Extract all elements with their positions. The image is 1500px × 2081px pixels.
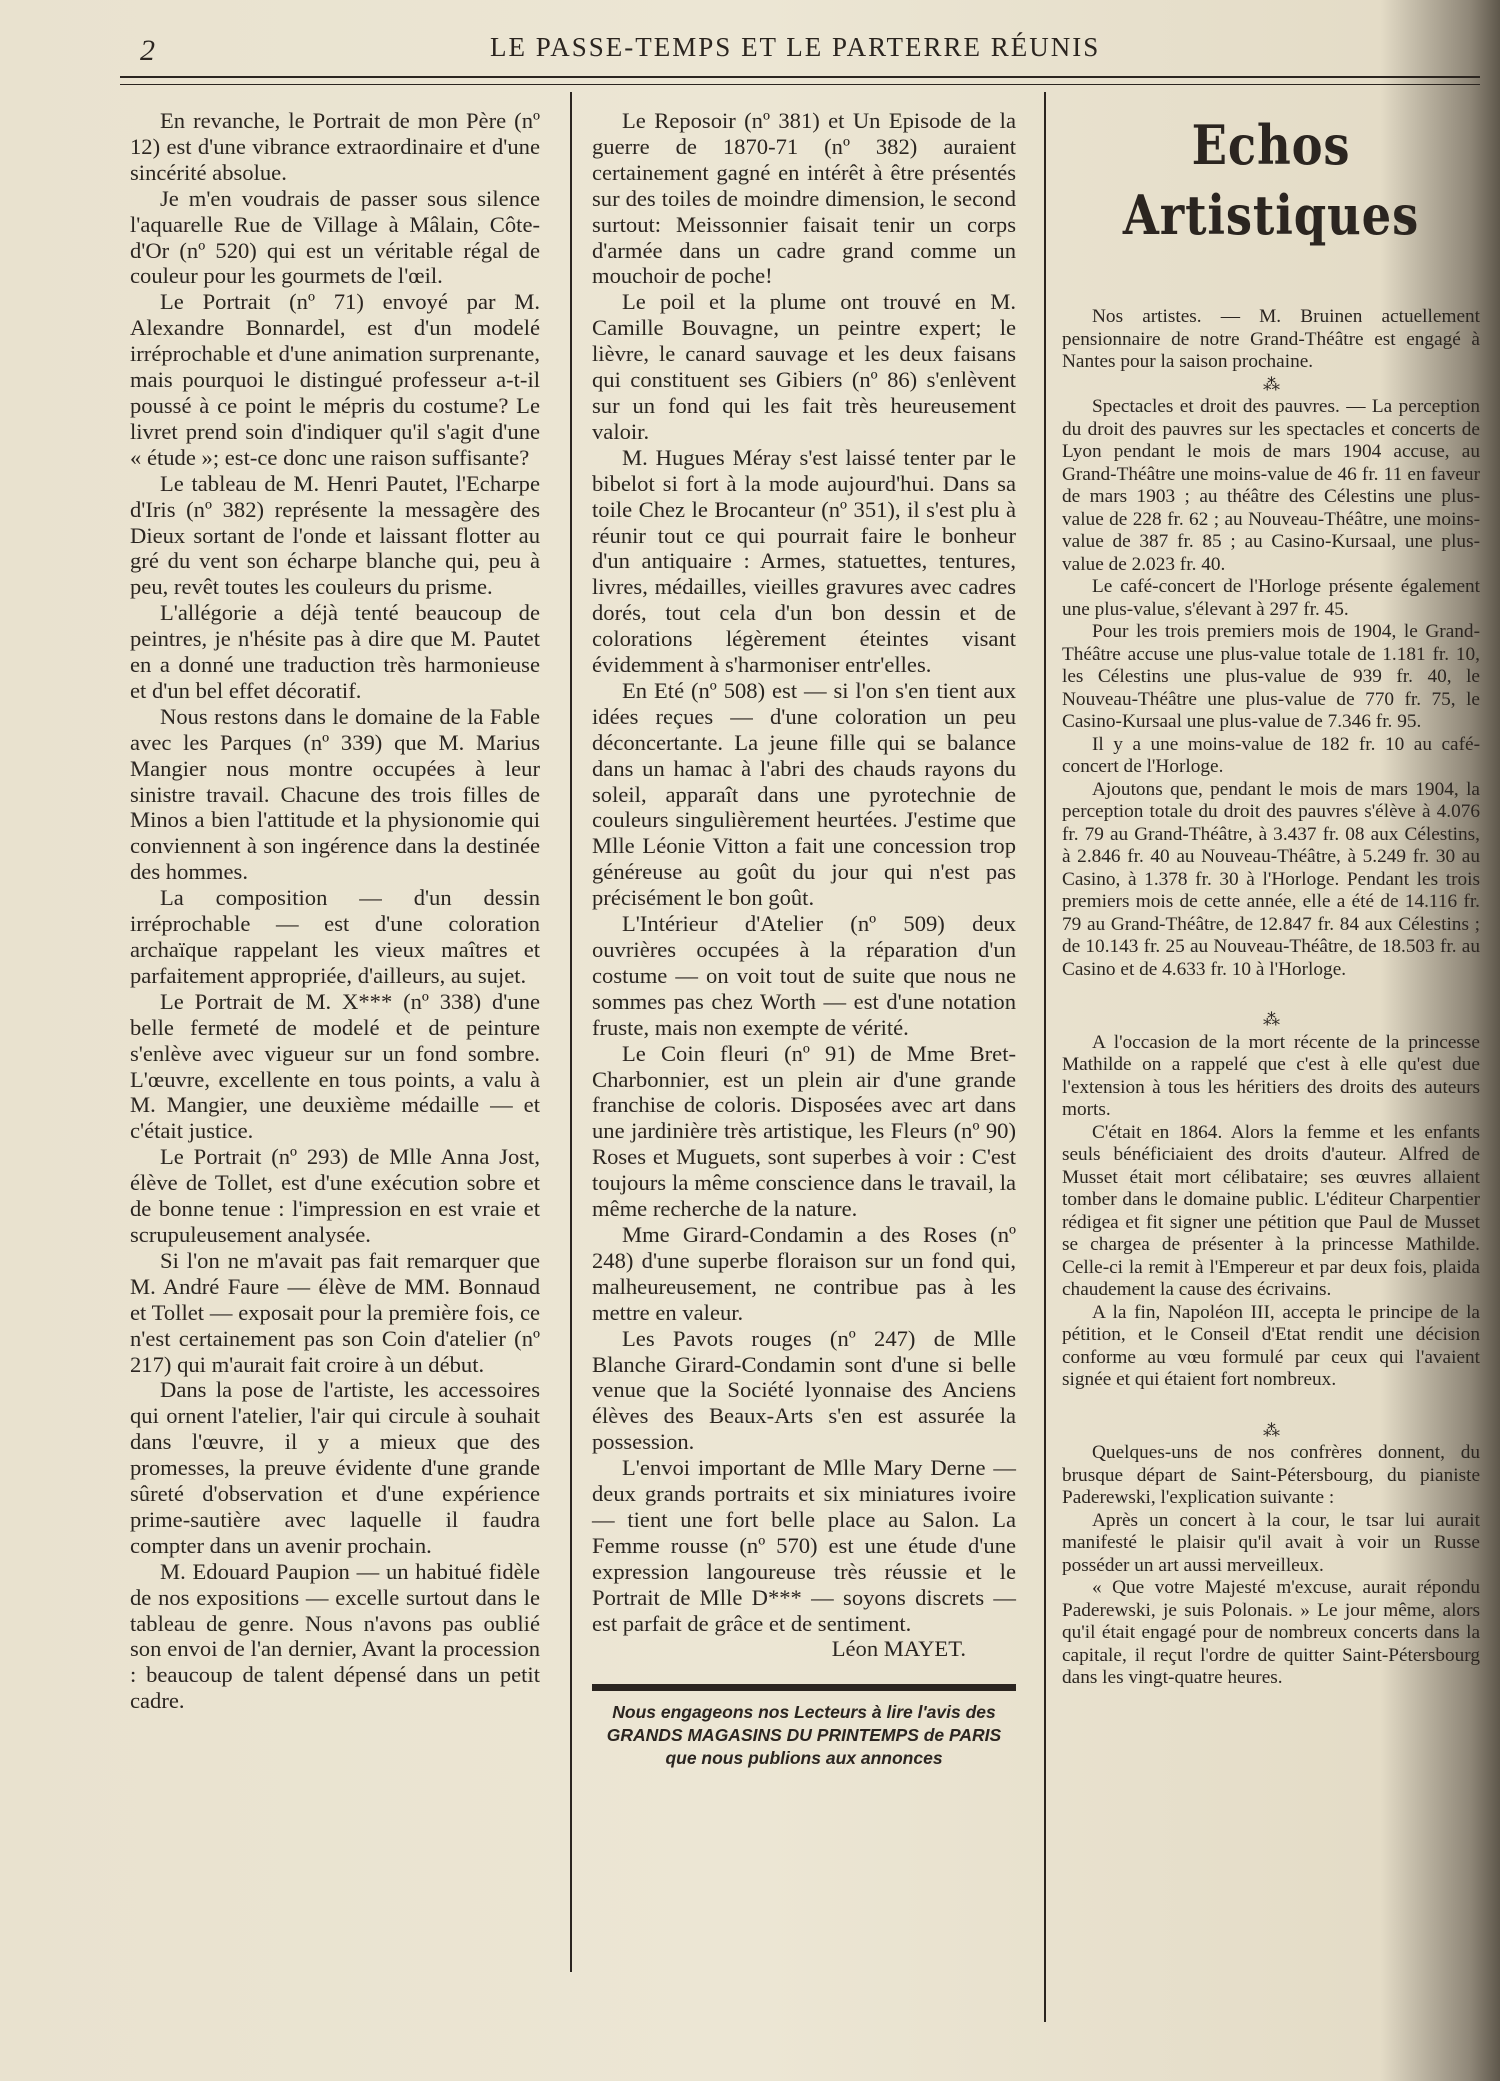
paragraph: Les Pavots rouges (nº 247) de Mlle Blanche Girard-Condamin sont d'une si belle venue que la Société lyonnaise des Anciens élèves des Beaux-Arts s'en est assurée la possession. [592, 1325, 1016, 1455]
column-2 [592, 108, 1016, 1770]
header-rule [120, 76, 1480, 78]
header-rule-thin [120, 84, 1480, 85]
paragraph: Le Portrait (nº 71) envoyé par M. Alexandre Bonnardel, est d'un modelé irréprochable et d'une animation surprenante, mais pourquoi le distingué professeur a-t-il poussé à ce point le mépris du costume? Le livret prend soin d'indiquer qu'il s'agit d'une « étude »; est-ce donc une raison suffisante? [130, 289, 540, 470]
column-1 [130, 108, 540, 1714]
column-3 [1062, 110, 1480, 1690]
paragraph: A la fin, Napoléon III, accepta le principe de la pétition, et le Conseil d'Etat rendit une décision conforme au vœu formulé par ceux qui l'avaient signée et qui étaient fort nombreux. [1062, 1301, 1480, 1390]
paragraph: Dans la pose de l'artiste, les accessoires qui ornent l'atelier, l'air qui circule à souhait dans l'œuvre, il y a mieux que des promesses, la preuve évidente d'une grande sûreté d'observation et d'une expérience prime-sautière avec laquelle il faudra compter dans un avenir prochain. [130, 1377, 540, 1558]
paragraph: Après un concert à la cour, le tsar lui aurait manifesté le plaisir qu'il avait à voir un Russe posséder un art aussi merveilleux. [1062, 1509, 1480, 1576]
paragraph: Mme Girard-Condamin a des Roses (nº 248) d'une superbe floraison sur un fond qui, malheureusement, ne contribue pas à les mettre en valeur. [592, 1221, 1016, 1325]
paragraph: Le tableau de M. Henri Pautet, l'Echarpe d'Iris (nº 382) représente la messagère des Dieux sortant de l'onde et laissant flotter au gré du vent son écharpe blanche qui, peu à peu, revêt toutes les couleurs du prisme. [130, 470, 540, 600]
paragraph: M. Edouard Paupion — un habitué fidèle de nos expositions — excelle surtout dans le tableau de genre. Nous n'avons pas oublié son envoi de l'an dernier, Avant la procession : beaucoup de talent dépensé dans un petit cadre. [130, 1558, 540, 1714]
page-number: 2 [140, 34, 155, 67]
paragraph: Nous restons dans le domaine de la Fable avec les Parques (nº 339) que M. Marius Mangier nous montre occupées à leur sinistre travail. Chacune des trois filles de Minos a bien l'attitude et la physionomie qui conviennent à son ingérence dans la destinée des hommes. [130, 703, 540, 885]
asterism-divider: ⁂ [1263, 1010, 1279, 1029]
asterism-divider: ⁂ [1263, 374, 1279, 394]
column-divider-1 [570, 92, 572, 1972]
paragraph: M. Hugues Méray s'est laissé tenter par le bibelot si fort à la mode aujourd'hui. Dans sa toile Chez le Brocanteur (nº 351), il s'est plu à réunir tout ce qui pourrait faire le bonheur d'un antiquaire : Armes, statuettes, tentures, livres, médailles, vieilles gravures avec cadres dorés, tout cela d'un bon dessin et de colorations légèrement éteintes visant évidemment à s'harmoniser entr'elles. [592, 444, 1016, 678]
paragraph: Le Reposoir (nº 381) et Un Episode de la guerre de 1870-71 (nº 382) auraient certainement gagné en intérêt à être présentés sur des toiles de moindre dimension, le second surtout: Meissonnier faisait tenir un corps d'armée dans un cadre grand comme un mouchoir de poche! [592, 108, 1016, 289]
paragraph: Pour les trois premiers mois de 1904, le Grand-Théâtre accuse une plus-value totale de 1.181 fr. 10, les Célestins une plus-value de 939 fr. 40, le Nouveau-Théâtre une plus-value de 770 fr. 75, le Casino-Kursaal une plus-value de 7.346 fr. 95. [1062, 621, 1480, 732]
paragraph: Je m'en voudrais de passer sous silence l'aquarelle Rue de Village à Mâlain, Côte-d'Or (nº 520) qui est un véritable régal de couleur pour les gourmets de l'œil. [130, 185, 540, 289]
paragraph: La composition — d'un dessin irréprochable — est d'une coloration archaïque rappelant les vieux maîtres et parfaitement appropriée, d'ailleurs, au sujet. [130, 885, 540, 988]
paragraph: L'envoi important de Mlle Mary Derne — deux grands portraits et six miniatures ivoire — tient une fort belle place au Salon. La Femme rousse (nº 570) est une étude d'une expression langoureuse très réussie et le Portrait de Mlle D*** — soyons discrets — est parfait de grâce et de sentiment. [592, 1455, 1016, 1636]
author-signature: Léon MAYET. [831, 1636, 966, 1662]
paragraph: L'allégorie a déjà tenté beaucoup de peintres, je n'hésite pas à dire que M. Pautet en a donné une traduction très harmonieuse et d'un bel effet décoratif. [130, 600, 540, 703]
paragraph: En revanche, le Portrait de mon Père (nº 12) est d'une vibrance extraordinaire et d'une sincérité absolue. [130, 108, 540, 185]
paragraph: C'était en 1864. Alors la femme et les enfants seuls bénéficiaient des droits d'auteur. Alfred de Musset était mort célibataire; ses œuvres allaient tomber dans le domaine public. L'éditeur Charpentier rédigea et fit signer une pétition que Paul de Musset se chargea de présenter à la princesse Mathilde. Celle-ci la remit à l'Empereur et par deux fois, plaida chaudement la cause des écrivains. [1062, 1121, 1480, 1300]
paragraph: Quelques-uns de nos confrères donnent, du brusque départ de Saint-Pétersbourg, du pianiste Paderewski, l'explication suivante : [1062, 1442, 1480, 1508]
column-divider-2 [1044, 92, 1046, 2022]
asterism-divider: ⁂ [1263, 1420, 1279, 1440]
section-heading: Echos Artistiques [1122, 113, 1420, 247]
paragraph: « Que votre Majesté m'excuse, aurait répondu Paderewski, je suis Polonais. » Le jour même, alors qu'il était engagé pour de nombreux concerts dans la capitale, il reçut l'ordre de quitter Saint-Pétersbourg dans les vingt-quatre heures. [1062, 1577, 1480, 1688]
advertisement-notice: Nous engageons nos Lecteurs à lire l'avis des GRANDS MAGASINS DU PRINTEMPS de PARIS que nous publions aux annonces [606, 1702, 1002, 1769]
paragraph: Le poil et la plume ont trouvé en M. Camille Bouvagne, un peintre expert; le lièvre, le canard sauvage et les deux faisans qui constituent ses Gibiers (nº 86) s'enlèvent sur un fond qui les fait très heureusement valoir. [592, 289, 1016, 444]
paragraph: Le Coin fleuri (nº 91) de Mme Bret-Charbonnier, est un plein air d'une grande franchise de coloris. Disposées avec art dans une jardinière très artistique, les Fleurs (nº 90) Roses et Muguets, sont superbes à voir : C'est toujours la même conscience dans le travail, la même recherche de la nature. [592, 1040, 1016, 1222]
paragraph: Le Portrait de M. X*** (nº 338) d'une belle fermeté de modelé et de peinture s'enlève avec vigueur sur un fond sombre. L'œuvre, excellente en tous points, a valu à M. Mangier, une deuxième médaille — et c'était justice. [130, 988, 540, 1144]
paragraph: A l'occasion de la mort récente de la princesse Mathilde on a rappelé que c'est à elle qu'est due l'extension à tous les héritiers des droits des auteurs morts. [1062, 1031, 1480, 1120]
running-title: LE PASSE-TEMPS ET LE PARTERRE RÉUNIS [490, 32, 1101, 62]
paragraph: Spectacles et droit des pauvres. — La perception du droit des pauvres sur les spectacles et concerts de Lyon pendant le mois de mars 1904 accuse, au Grand-Théâtre une moins-value de 46 fr. 11 en faveur de mars 1903 ; au théâtre des Célestins une plus-value de 228 fr. 62 ; au Nouveau-Théâtre, une moins-value de 387 fr. 85 ; au Casino-Kursaal, une plus-value de 2.023 fr. 40. [1062, 396, 1480, 575]
paragraph: Le Portrait (nº 293) de Mlle Anna Jost, élève de Tollet, est d'une exécution sobre et de bonne tenue : l'impression en est vraie et scrupuleusement analysée. [130, 1144, 540, 1247]
paragraph: L'Intérieur d'Atelier (nº 509) deux ouvrières occupées à la réparation d'un costume — on voit tout de suite que nous ne sommes pas chez Worth — est d'une notation fruste, mais non exempte de vérité. [592, 911, 1016, 1040]
paragraph: Il y a une moins-value de 182 fr. 10 au café-concert de l'Horloge. [1062, 733, 1480, 777]
paragraph: Si l'on ne m'avait pas fait remarquer que M. André Faure — élève de MM. Bonnaud et Tollet — exposait pour la première fois, ce n'est certainement pas son Coin d'atelier (nº 217) qui m'aurait fait croire à un début. [130, 1247, 540, 1377]
ad-divider [592, 1684, 1016, 1691]
paragraph: Nos artistes. — M. Bruinen actuellement pensionnaire de notre Grand-Théâtre est engagé à Nantes pour la saison prochaine. [1062, 306, 1480, 372]
paragraph: Le café-concert de l'Horloge présente également une plus-value, s'élevant à 297 fr. 45. [1062, 576, 1480, 620]
paragraph: En Eté (nº 508) est — si l'on s'en tient aux idées reçues — d'une coloration un peu déconcertante. La jeune fille qui se balance dans un hamac à l'abri des chauds rayons du soleil, apparaît dans une pyrotechnie de couleurs singulièrement heurtées. J'estime que Mlle Léonie Vitton a fait une concession trop généreuse au goût du jour qui n'est pas précisément le bon goût. [592, 677, 1016, 911]
paragraph: Ajoutons que, pendant le mois de mars 1904, la perception totale du droit des pauvres s'élève à 4.076 fr. 79 au Grand-Théâtre, à 3.437 fr. 08 aux Célestins, à 2.846 fr. 40 au Nouveau-Théâtre, à 5.249 fr. 30 au Casino, à 1.378 fr. 30 à l'Horloge. Pendant les trois premiers mois de cette année, elle a été de 14.116 fr. 79 au Grand-Théâtre, de 12.847 fr. 84 aux Célestins ; de 10.143 fr. 25 au Nouveau-Théâtre, de 18.503 fr. au Casino et de 4.633 fr. 10 à l'Horloge. [1062, 778, 1480, 980]
page-header [140, 30, 1480, 70]
